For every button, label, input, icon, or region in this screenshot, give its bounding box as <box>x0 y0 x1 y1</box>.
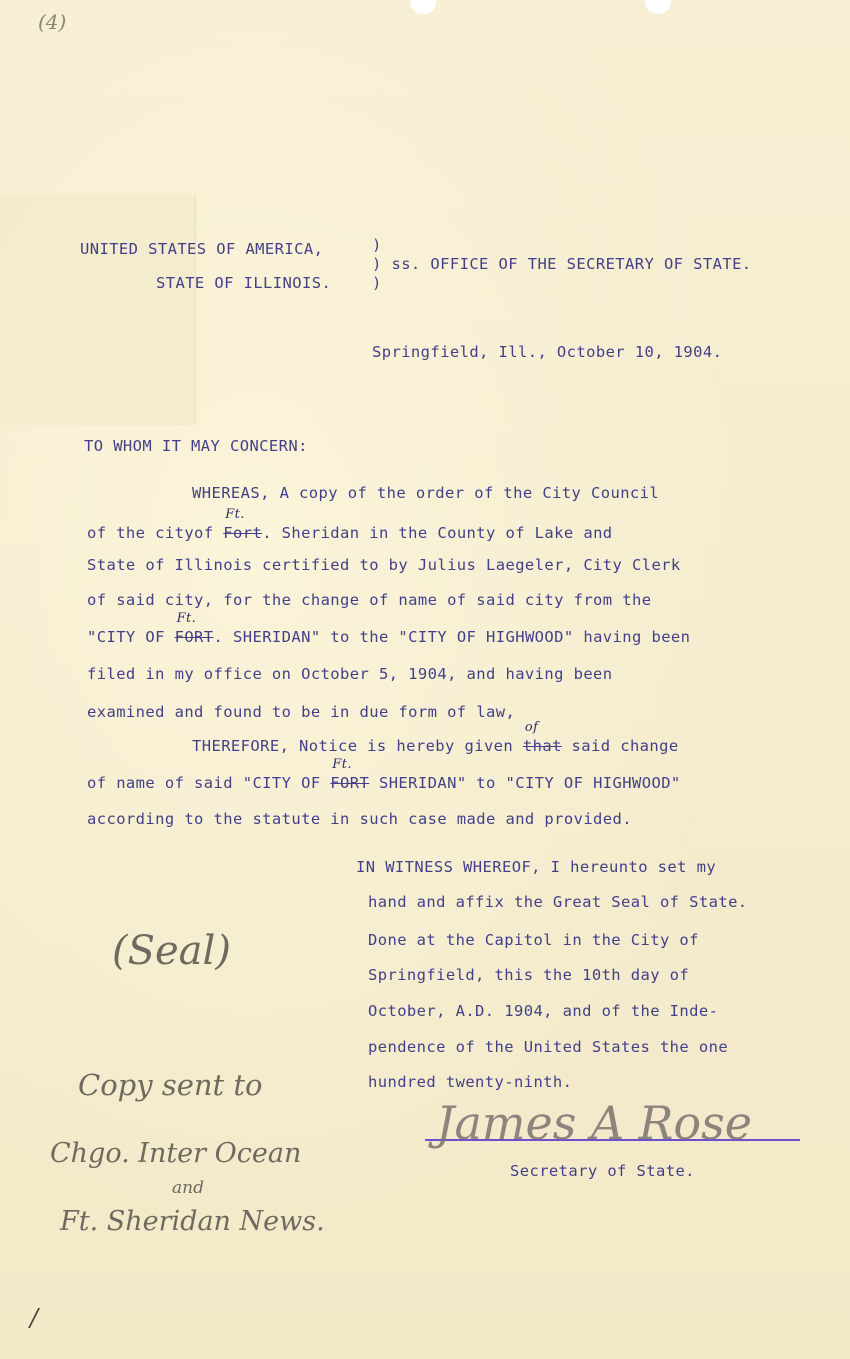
handwritten-correction: Ft. <box>225 507 245 522</box>
body-line: State of Illinois certified to by Julius Laegeler, City Clerk <box>87 556 681 574</box>
body-line <box>87 757 681 792</box>
body-line <box>192 720 679 755</box>
witness-line: IN WITNESS WHEREOF, I hereunto set my <box>356 858 717 876</box>
pencil-note-line: Copy sent to <box>78 1068 263 1102</box>
witness-line: October, A.D. 1904, and of the Inde- <box>368 1002 719 1020</box>
body-text: "CITY OF <box>87 628 175 646</box>
handwritten-correction: Ft. <box>332 757 352 772</box>
header-state: STATE OF ILLINOIS. <box>156 274 332 292</box>
body-text: of the cityof <box>87 524 224 542</box>
punch-hole <box>410 0 436 14</box>
handwritten-correction: Ft. <box>176 611 197 626</box>
witness-line: hand and affix the Great Seal of State. <box>368 893 748 911</box>
seal-note: (Seal) <box>112 928 231 974</box>
header-paren: ) <box>372 236 382 254</box>
body-text: THEREFORE, Notice is hereby given <box>192 737 523 755</box>
body-line: WHEREAS, A copy of the order of the City Council <box>192 484 660 502</box>
paper-tape-overlay <box>0 195 196 425</box>
bottom-mark: / <box>30 1304 39 1332</box>
signature: James A Rose <box>436 1096 752 1150</box>
body-text: of name of said "CITY OF <box>87 774 331 792</box>
witness-line: pendence of the United States the one <box>368 1038 729 1056</box>
body-line <box>87 507 613 542</box>
pencil-note-line: Ft. Sheridan News. <box>60 1206 325 1237</box>
handwritten-correction: of <box>524 720 539 735</box>
corner-mark: (4) <box>38 10 67 34</box>
signature-title: Secretary of State. <box>510 1162 695 1180</box>
body-line: examined and found to be in due form of law, <box>87 703 516 721</box>
struck-word: that <box>522 737 562 755</box>
pencil-note-line: and <box>172 1178 204 1198</box>
body-text: SHERIDAN" to "CITY OF HIGHWOOD" <box>369 774 681 792</box>
pencil-note-line: Chgo. Inter Ocean <box>50 1138 302 1169</box>
body-text: . SHERIDAN" to the "CITY OF HIGHWOOD" having been <box>213 628 691 646</box>
struck-word: FORT <box>174 628 214 646</box>
struck-word: FORT <box>330 774 370 792</box>
body-line: according to the statute in such case made and provided. <box>87 810 632 828</box>
struck-word: Fort <box>223 524 263 542</box>
body-line: filed in my office on October 5, 1904, and having been <box>87 665 613 683</box>
witness-line: Done at the Capitol in the City of <box>368 931 699 949</box>
dateline: Springfield, Ill., October 10, 1904. <box>372 343 723 361</box>
header-office: ) ss. OFFICE OF THE SECRETARY OF STATE. <box>372 255 752 273</box>
body-text: said change <box>561 737 679 755</box>
punch-hole <box>645 0 671 14</box>
body-text: . Sheridan in the County of Lake and <box>262 524 613 542</box>
salutation: TO WHOM IT MAY CONCERN: <box>84 437 308 455</box>
header-paren: ) <box>372 274 382 292</box>
witness-line: hundred twenty-ninth. <box>368 1073 573 1091</box>
header-country: UNITED STATES OF AMERICA, <box>80 240 324 258</box>
body-line <box>87 611 691 646</box>
witness-line: Springfield, this the 10th day of <box>368 966 690 984</box>
body-line: of said city, for the change of name of said city from the <box>87 591 652 609</box>
